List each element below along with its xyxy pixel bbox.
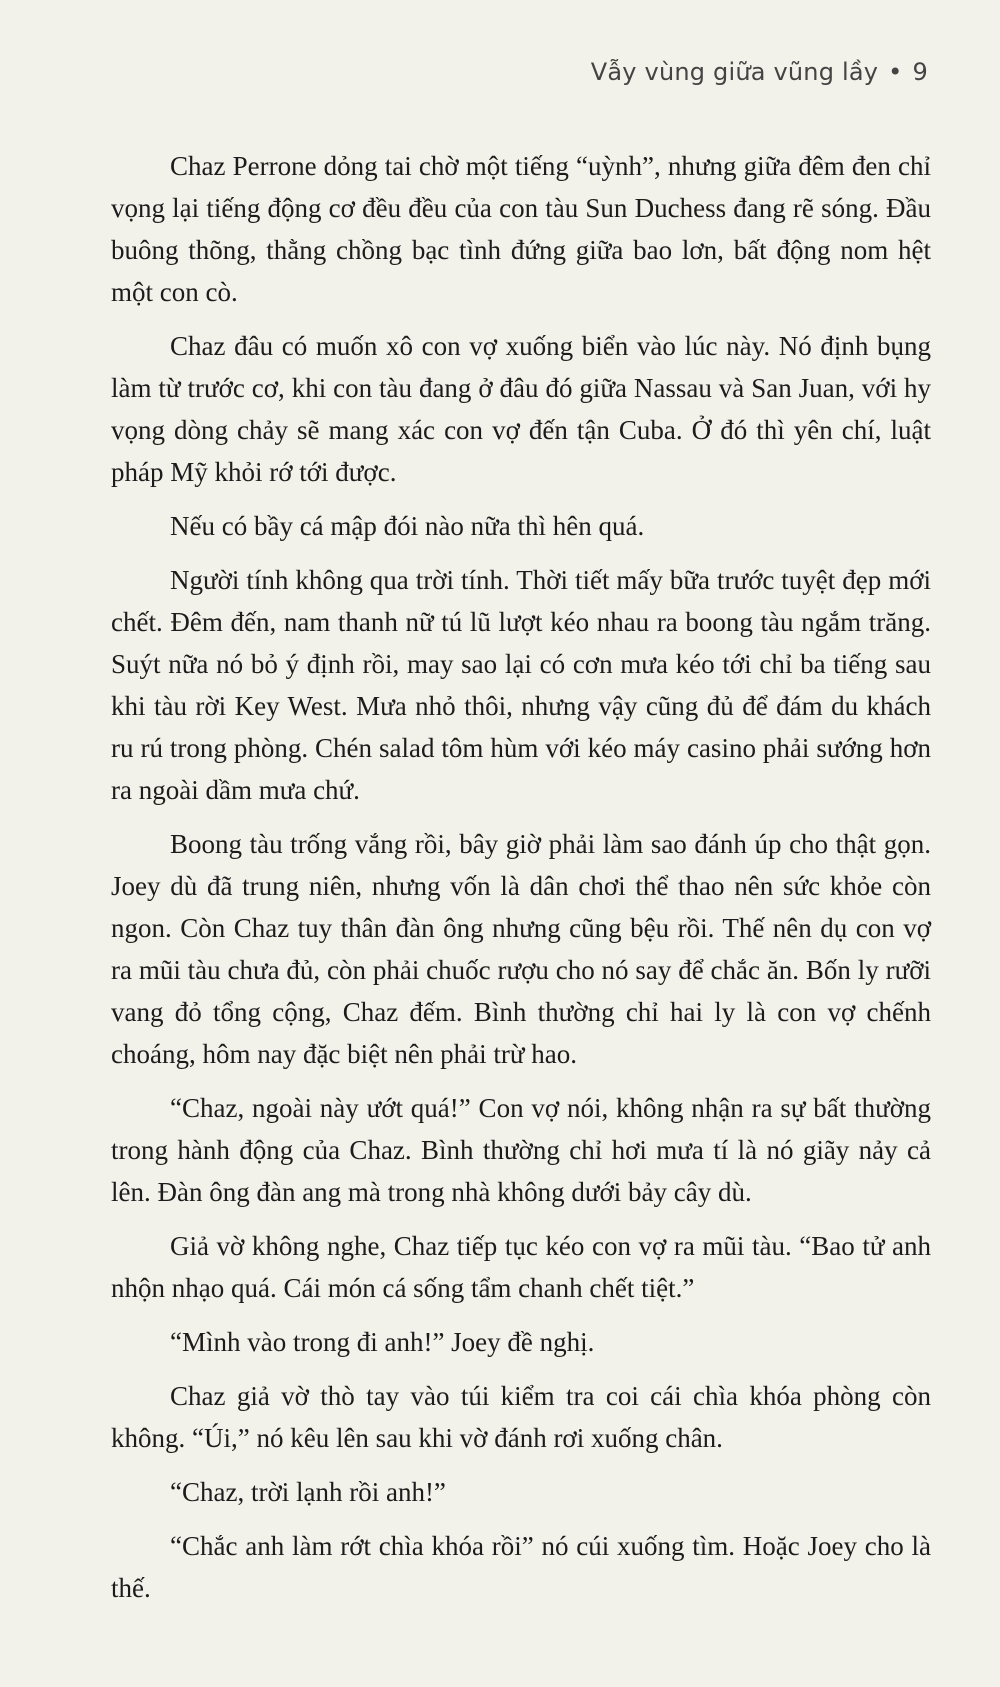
paragraph: “Chắc anh làm rớt chìa khóa rồi” nó cúi xuống tìm. Hoặc Joey cho là thế.	[111, 1531, 931, 1603]
page-number: 9	[912, 58, 928, 86]
paragraph: “Mình vào trong đi anh!” Joey đề nghị.	[170, 1327, 595, 1357]
paragraph: “Chaz, ngoài này ướt quá!” Con vợ nói, không nhận ra sự bất thường trong hành động của Chaz. Bình thường chỉ hơi mưa tí là nó giãy nảy cả lên. Đàn ông đàn ang mà trong nhà không dưới bảy cây dù.	[111, 1093, 931, 1207]
paragraph: Giả vờ không nghe, Chaz tiếp tục kéo con vợ ra mũi tàu. “Bao tử anh nhộn nhạo quá. Cái món cá sống tẩm chanh chết tiệt.”	[111, 1231, 931, 1303]
body-text	[111, 145, 931, 1621]
paragraph: Chaz Perrone dỏng tai chờ một tiếng “uỳnh”, nhưng giữa đêm đen chỉ vọng lại tiếng động cơ đều đều của con tàu Sun Duchess đang rẽ sóng. Đầu buông thõng, thằng chồng bạc tình đứng giữa bao lơn, bất động nom hệt một con cò.	[111, 151, 931, 307]
paragraph: “Chaz, trời lạnh rồi anh!”	[170, 1477, 446, 1507]
paragraph: Người tính không qua trời tính. Thời tiết mấy bữa trước tuyệt đẹp mới chết. Đêm đến, nam thanh nữ tú lũ lượt kéo nhau ra boong tàu ngắm trăng. Suýt nữa nó bỏ ý định rồi, may sao lại có cơn mưa kéo tới chỉ ba tiếng sau khi tàu rời Key West. Mưa nhỏ thôi, nhưng vậy cũng đủ để đám du khách ru rú trong phòng. Chén salad tôm hùm với kéo máy casino phải sướng hơn ra ngoài dầm mưa chứ.	[111, 565, 931, 805]
book-title: Vẫy vùng giữa vũng lầy	[590, 58, 879, 86]
paragraph: Boong tàu trống vắng rồi, bây giờ phải làm sao đánh úp cho thật gọn. Joey dù đã trung niên, nhưng vốn là dân chơi thể thao nên sức khỏe còn ngon. Còn Chaz tuy thân đàn ông nhưng cũng bệu rồi. Thế nên dụ con vợ ra mũi tàu chưa đủ, còn phải chuốc rượu cho nó say để chắc ăn. Bốn ly rưỡi vang đỏ tổng cộng, Chaz đếm. Bình thường chỉ hai ly là con vợ chếnh choáng, hôm nay đặc biệt nên phải trừ hao.	[111, 829, 931, 1069]
paragraph: Nếu có bầy cá mập đói nào nữa thì hên quá.	[170, 511, 645, 541]
running-header	[591, 58, 928, 86]
paragraph: Chaz giả vờ thò tay vào túi kiểm tra coi cái chìa khóa phòng còn không. “Úi,” nó kêu lên sau khi vờ đánh rơi xuống chân.	[111, 1381, 931, 1453]
header-bullet: •	[888, 58, 903, 86]
paragraph: Chaz đâu có muốn xô con vợ xuống biển vào lúc này. Nó định bụng làm từ trước cơ, khi con tàu đang ở đâu đó giữa Nassau và San Juan, với hy vọng dòng chảy sẽ mang xác con vợ đến tận Cuba. Ở đó thì yên chí, luật pháp Mỹ khỏi rớ tới được.	[111, 331, 931, 487]
